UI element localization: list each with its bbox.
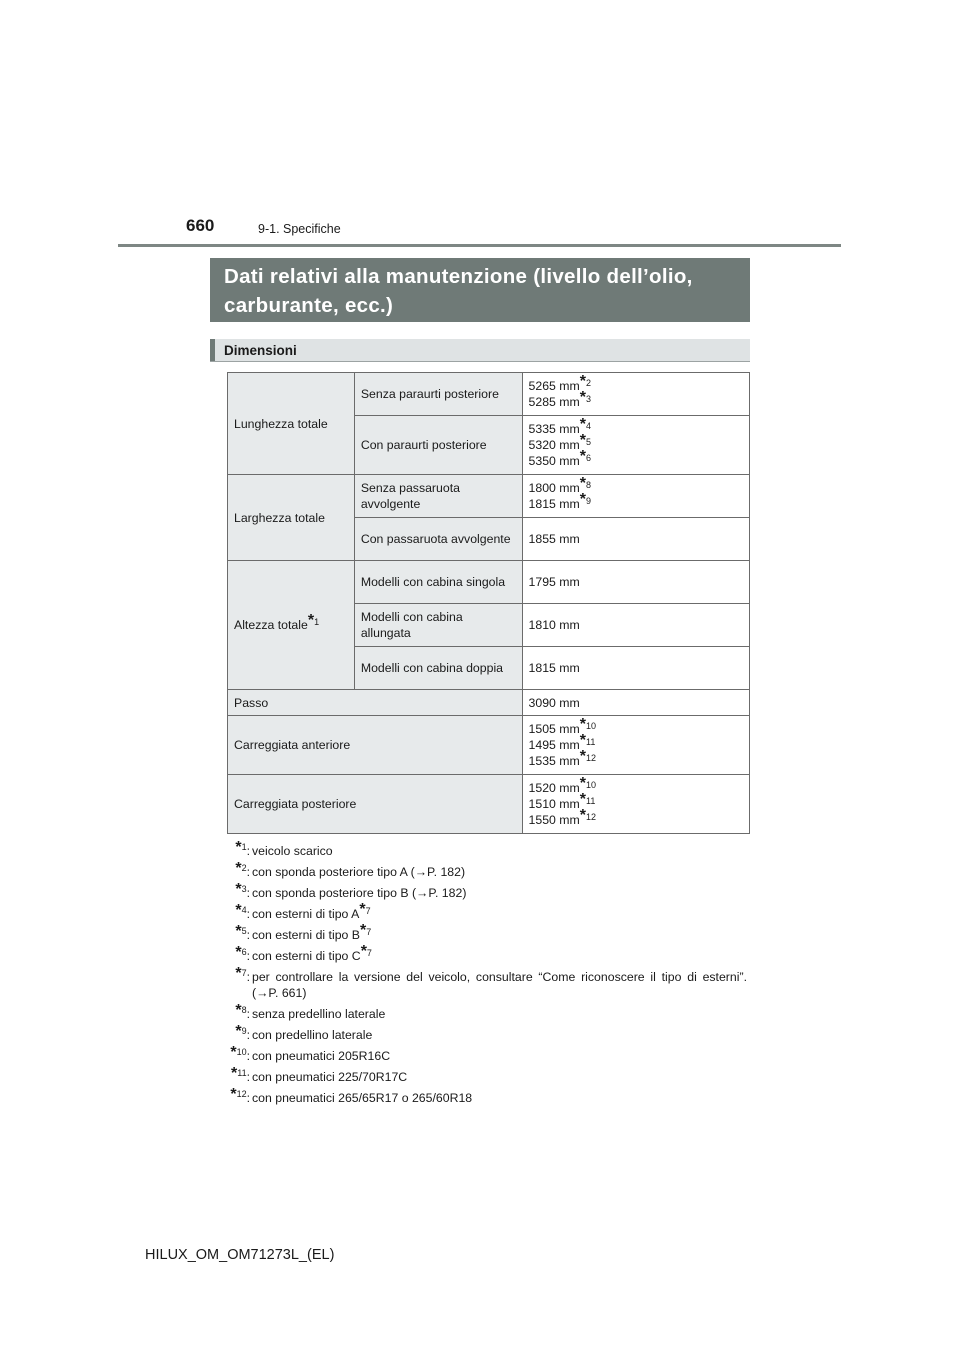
footnote-star: * [579,716,587,733]
footnote-ref: 7 [365,906,371,916]
footnote-item [227,1044,747,1064]
title-banner [210,258,750,322]
height-label-text: Altezza totale [234,618,308,632]
footnote-star: * [235,1023,242,1040]
footnote-ref: 2 [586,378,592,388]
cell-double-cab: Modelli con cabina doppia [354,647,522,690]
value-text: 1495 mm [528,738,580,752]
footnote-star: * [579,807,587,824]
footnote-item [227,1086,747,1106]
footnote-number: 2 [241,863,247,873]
dimensions-table [227,372,750,834]
row-label-length: Lunghezza totale [228,373,355,475]
cell-wheelbase-value: 3090 mm [522,690,749,716]
footnote-ref: 10 [586,721,597,731]
cell-no-flare: Senza passaruota avvolgente [354,475,522,518]
footnote-star: * [235,839,242,856]
cell-with-flare-value: 1855 mm [522,518,749,561]
footnote-ref: 4 [586,421,592,431]
footnote-text: per controllare la versione del veicolo, consultare “Come riconoscere il tipo di esterni”. (→P. 661) [252,970,747,1000]
page-number: 660 [186,216,215,235]
value-text: 1550 mm [528,813,580,827]
cell-double-cab-value: 1815 mm [522,647,749,690]
footnote-ref: 12 [586,812,597,822]
cell-single-cab: Modelli con cabina singola [354,561,522,604]
footnote-text: con pneumatici 205R16C [252,1049,391,1063]
footnote-ref: 11 [586,737,596,747]
footnote-marker: *$^6$: [235,944,250,963]
footnote-number: 8 [241,1005,247,1015]
footnote-star: * [360,943,367,960]
table-row [228,716,750,775]
footnote-ref: 7 [366,948,372,958]
footnote-item [227,901,747,922]
footnote-number: 12 [236,1089,247,1099]
footnote-marker: *$^3$: [235,881,250,900]
footnote-marker: *$^{11}$: [231,1065,250,1084]
footnote-number: 11 [237,1068,247,1078]
footnote-text: con esterni di tipo A [252,907,360,921]
cell-no-bumper: Senza paraurti posteriore [354,373,522,416]
footnote-text: senza predellino laterale [252,1007,386,1021]
cell-with-flare: Con passaruota avvolgente [354,518,522,561]
value-text: 1510 mm [528,797,580,811]
footnote-star: * [230,1086,237,1103]
subtitle-text: Dimensioni [224,343,297,358]
footnote-marker: *$^4$: [235,902,250,921]
cell-rear-tread-values [522,775,749,834]
value-text: 5335 mm [528,422,580,436]
footer-doc-code: HILUX_OM_OM71273L_(EL) [145,1247,335,1263]
footnote-star: * [359,901,366,918]
cell-no-flare-values [522,475,749,518]
footnote-marker: *$^1$: [235,839,250,858]
footnote-star: * [579,432,587,449]
footnote-star: * [579,491,587,508]
footnote-star: * [235,923,242,940]
footnote-marker: *$^2$: [235,860,250,879]
row-label-height [228,561,355,690]
footnote-star: * [235,881,242,898]
footnote-number: 5 [241,926,247,936]
footnote-star: * [579,748,587,765]
footnote-ref: 5 [586,437,592,447]
footnote-ref: 10 [586,780,597,790]
cell-with-bumper-values [522,416,749,475]
footnote-item [227,943,747,964]
value-text: 1800 mm [528,481,580,495]
footnote-ref: 1 [314,617,320,627]
footnote-ref: 7 [366,927,372,937]
footnote-marker: *$^7$: [235,965,250,984]
footnote-item [227,922,747,943]
footnote-text: con esterni di tipo B [252,928,361,942]
footnote-marker: *$^{12}$: [230,1086,250,1105]
footnote-star: * [579,475,587,492]
footnote-number: 1 [241,842,247,852]
page-title: Dati relativi alla manutenzione (livello dell’olio, carburante, ecc.) [224,265,693,317]
footnote-star: * [579,732,587,749]
table-row [228,690,750,716]
footnote-item [227,1065,747,1085]
footnote-ref: 9 [586,496,592,506]
value-text: 1505 mm [528,722,580,736]
footnote-marker: *$^8$: [235,1002,250,1021]
cell-front-tread-values [522,716,749,775]
value-text: 5265 mm [528,379,580,393]
footnote-item [227,881,747,901]
footnote-item [227,1002,747,1022]
value-text: 5350 mm [528,454,580,468]
footnote-number: 4 [241,905,247,915]
value-text: 5285 mm [528,395,580,409]
footnote-star: * [235,1002,242,1019]
row-label-width: Larghezza totale [228,475,355,561]
subtitle-accent-bar [210,339,215,361]
footnote-star: * [579,775,587,792]
footnotes [227,838,747,1106]
value-text: 1520 mm [528,781,580,795]
footnote-number: 7 [241,968,247,978]
footnote-number: 10 [236,1047,247,1057]
footnote-star: * [235,944,242,961]
cell-no-bumper-values [522,373,749,416]
row-label-wheelbase: Passo [228,690,523,716]
footnote-text: con sponda posteriore tipo B (→P. 182) [252,886,467,900]
footnote-item [227,839,747,859]
footnote-star: * [579,373,587,390]
subtitle-banner [210,339,750,362]
footnote-ref: 6 [586,453,592,463]
value-text: 5320 mm [528,438,580,452]
footnote-item [227,860,747,880]
footnote-text: veicolo scarico [252,844,333,858]
footnote-marker: *$^5$: [235,923,250,942]
footnote-ref: 3 [586,394,592,404]
footnote-ref: 8 [586,480,592,490]
footnote-star: * [307,612,315,629]
footnote-star: * [579,448,587,465]
footnote-marker: *$^{10}$: [230,1044,250,1063]
value-text: 1815 mm [528,497,580,511]
footnote-text: con esterni di tipo C [252,949,361,963]
footnote-number: 9 [241,1026,247,1036]
footnote-text: con pneumatici 225/70R17C [252,1070,408,1084]
cell-extra-cab-value: 1810 mm [522,604,749,647]
cell-extra-cab: Modelli con cabina allungata [354,604,522,647]
section-title: 9-1. Specifiche [258,222,341,236]
footnote-star: * [231,1065,238,1082]
cell-single-cab-value: 1795 mm [522,561,749,604]
header-rule [118,244,841,247]
row-label-rear-tread: Carreggiata posteriore [228,775,523,834]
footnote-item [227,965,747,1001]
footnote-text: con predellino laterale [252,1028,373,1042]
footnote-star: * [235,965,242,982]
table-row [228,775,750,834]
footnote-star: * [360,922,367,939]
footnote-number: 6 [241,947,247,957]
footnote-text: con pneumatici 265/65R17 o 265/60R18 [252,1091,473,1105]
footnote-ref: 11 [586,796,596,806]
row-label-front-tread: Carreggiata anteriore [228,716,523,775]
table-row [228,475,750,518]
footnote-star: * [579,389,587,406]
footnote-star: * [235,902,242,919]
value-text: 1535 mm [528,754,580,768]
footnote-item [227,1023,747,1043]
footnote-number: 3 [241,884,247,894]
footnote-text: con sponda posteriore tipo A (→P. 182) [252,865,466,879]
footnote-star: * [230,1044,237,1061]
footnote-star: * [235,860,242,877]
cell-with-bumper: Con paraurti posteriore [354,416,522,475]
table-row [228,373,750,416]
footnote-marker: *$^9$: [235,1023,250,1042]
table-row [228,561,750,604]
footnote-ref: 12 [586,753,597,763]
footnote-star: * [579,791,587,808]
footnote-star: * [579,416,587,433]
